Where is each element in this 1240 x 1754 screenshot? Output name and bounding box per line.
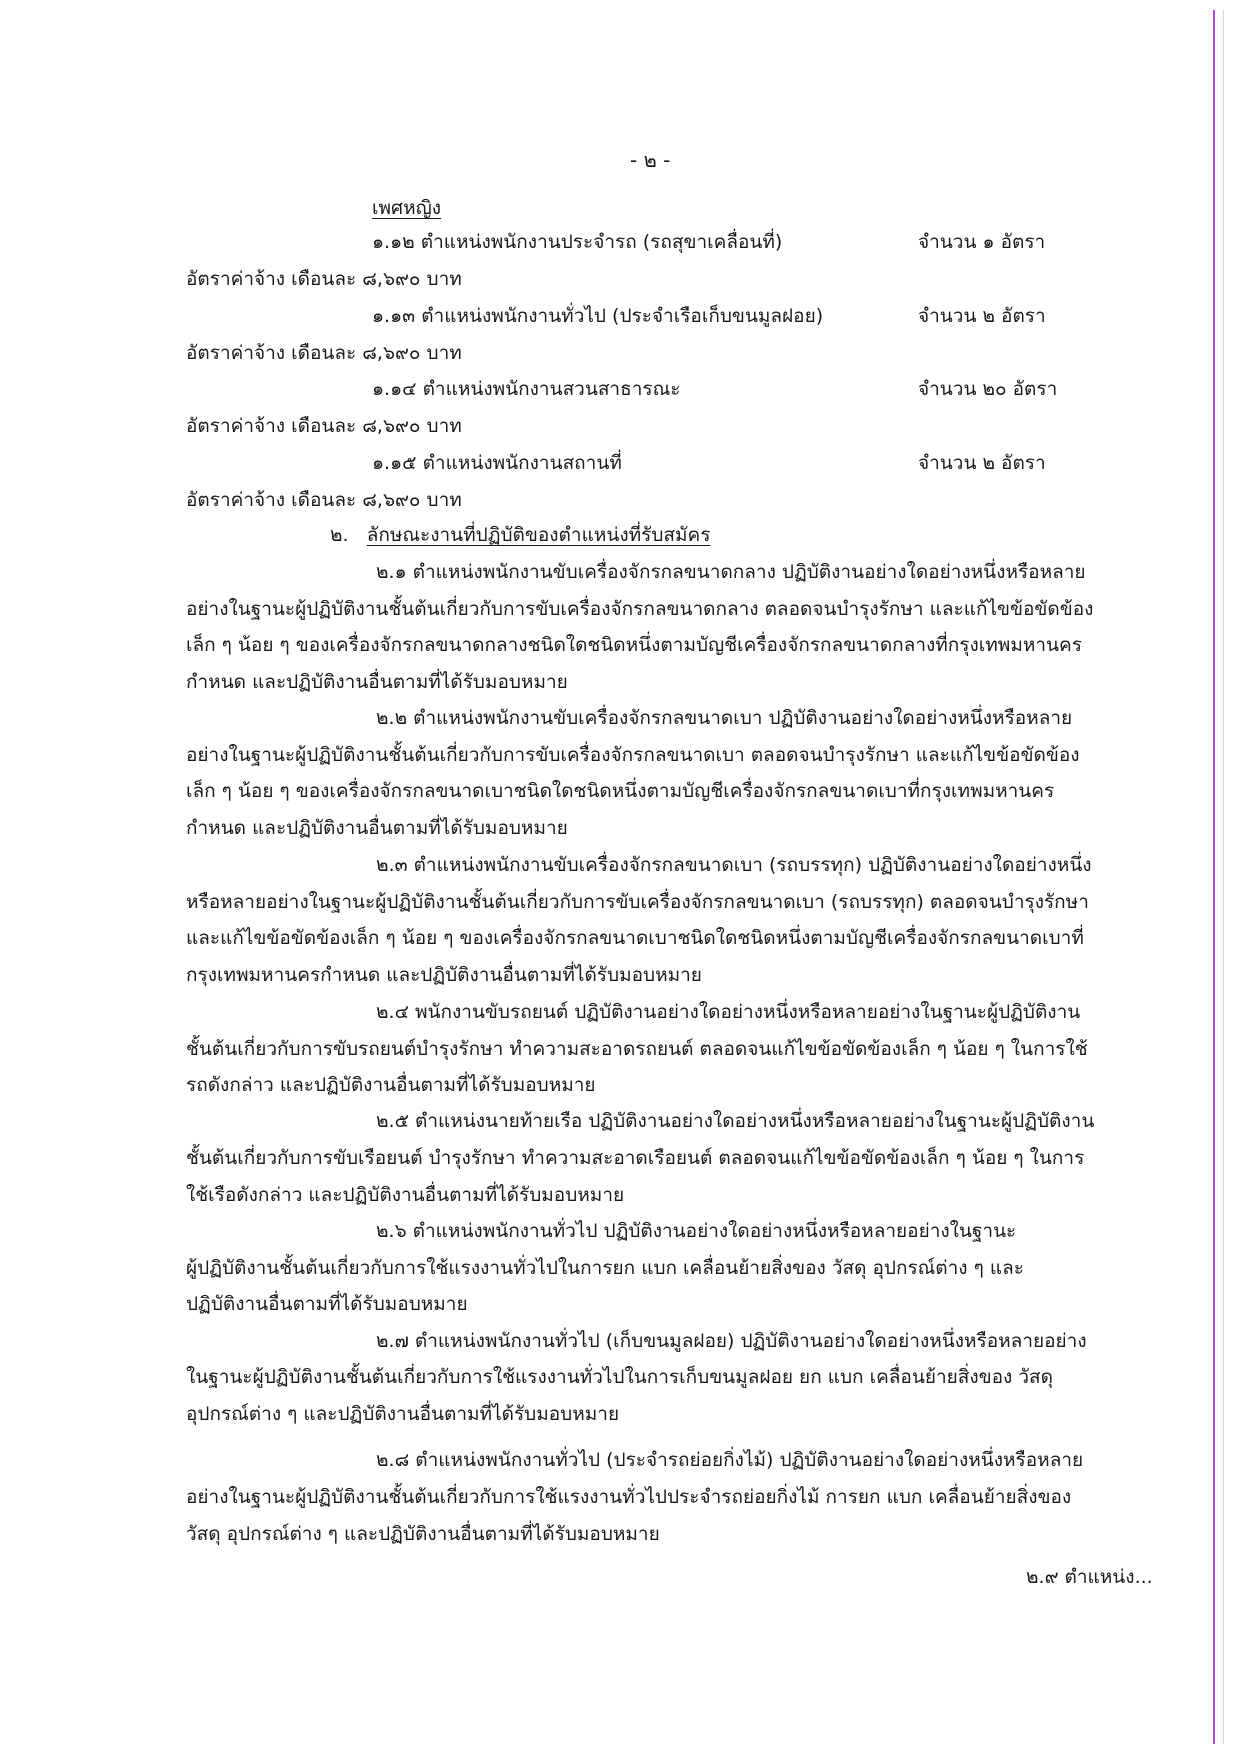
paragraph-line: เล็ก ๆ น้อย ๆ ของเครื่องจักรกลขนาดกลางชนิดใดชนิดหนึ่งตามบัญชีเครื่องจักรกลขนาดกลางที่กรุงเทพมหานคร: [186, 634, 1082, 656]
paragraph-line: กำหนด และปฏิบัติงานอื่นตามที่ได้รับมอบหมาย: [186, 671, 568, 693]
section-number: ๒.: [330, 524, 349, 546]
paragraph-line: ใช้เรือดังกล่าว และปฏิบัติงานอื่นตามที่ได้รับมอบหมาย: [186, 1184, 625, 1206]
paragraph-line: ชั้นต้นเกี่ยวกับการขับเรือยนต์ บำรุงรักษา ทำความสะอาดเรือยนต์ ตลอดจนแก้ไขข้อขัดข้องเล็ก ๆ น้อย ๆ ในการ: [186, 1147, 1085, 1169]
paragraph-line: ๒.๘ ตำแหน่งพนักงานทั่วไป (ประจำรถย่อยกิ่งไม้) ปฏิบัติงานอย่างใดอย่างหนึ่งหรือหลาย: [376, 1449, 1084, 1471]
continuation-marker: ๒.๙ ตำแหน่ง...: [1026, 1566, 1153, 1588]
paragraph-line: ในฐานะผู้ปฏิบัติงานชั้นต้นเกี่ยวกับการใช้แรงงานทั่วไปในการเก็บขนมูลฝอย ยก แบก เคลื่อนย้ายสิ่งของ วัสดุ: [186, 1366, 1053, 1388]
position-wage-rate: อัตราค่าจ้าง เดือนละ ๘,๖๙๐ บาท: [186, 268, 462, 290]
paragraph-line: วัสดุ อุปกรณ์ต่าง ๆ และปฏิบัติงานอื่นตามที่ได้รับมอบหมาย: [186, 1523, 660, 1545]
paragraph-line: ๒.๖ ตำแหน่งพนักงานทั่วไป ปฏิบัติงานอย่างใดอย่างหนึ่งหรือหลายอย่างในฐานะ: [376, 1220, 1017, 1242]
paragraph-line: ผู้ปฏิบัติงานชั้นต้นเกี่ยวกับการใช้แรงงานทั่วไปในการยก แบก เคลื่อนย้ายสิ่งของ วัสดุ อุปกรณ์ต่าง ๆ และ: [186, 1257, 1024, 1279]
paragraph-line: ๒.๒ ตำแหน่งพนักงานขับเครื่องจักรกลขนาดเบา ปฏิบัติงานอย่างใดอย่างหนึ่งหรือหลาย: [376, 707, 1073, 729]
paragraph-line: เล็ก ๆ น้อย ๆ ของเครื่องจักรกลขนาดเบาชนิดใดชนิดหนึ่งตามบัญชีเครื่องจักรกลขนาดเบาที่กรุงเทพมหานคร: [186, 780, 1055, 802]
paragraph-line: รถดังกล่าว และปฏิบัติงานอื่นตามที่ได้รับมอบหมาย: [186, 1074, 596, 1096]
page-number: - ๒ -: [630, 148, 671, 172]
position-wage-rate: อัตราค่าจ้าง เดือนละ ๘,๖๙๐ บาท: [186, 415, 462, 437]
section-title: ลักษณะงานที่ปฏิบัติของตำแหน่งที่รับสมัคร: [366, 524, 711, 546]
paragraph-line: อย่างในฐานะผู้ปฏิบัติงานชั้นต้นเกี่ยวกับการใช้แรงงานทั่วไปประจำรถย่อยกิ่งไม้ การยก แบก เคลื่อนย้ายสิ่งของ: [186, 1486, 1072, 1508]
paragraph-line: ปฏิบัติงานอื่นตามที่ได้รับมอบหมาย: [186, 1293, 468, 1315]
paragraph-line: ๒.๗ ตำแหน่งพนักงานทั่วไป (เก็บขนมูลฝอย) ปฏิบัติงานอย่างใดอย่างหนึ่งหรือหลายอย่าง: [376, 1330, 1087, 1352]
paragraph-line: อย่างในฐานะผู้ปฏิบัติงานชั้นต้นเกี่ยวกับการขับเครื่องจักรกลขนาดกลาง ตลอดจนบำรุงรักษา และแก้ไขข้อขัดข้อง: [186, 598, 1094, 620]
section-2-heading: [330, 520, 710, 550]
position-title: ๑.๑๔ ตำแหน่งพนักงานสวนสาธารณะ: [372, 378, 681, 400]
position-wage-rate: อัตราค่าจ้าง เดือนละ ๘,๖๙๐ บาท: [186, 489, 462, 511]
position-count: จำนวน ๒ อัตรา: [918, 305, 1046, 327]
heading-female: เพศหญิง: [372, 197, 442, 219]
scan-edge-line-faint: [1223, 10, 1224, 1744]
scan-edge-line: [1213, 10, 1215, 1744]
paragraph-line: ๒.๕ ตำแหน่งนายท้ายเรือ ปฏิบัติงานอย่างใดอย่างหนึ่งหรือหลายอย่างในฐานะผู้ปฏิบัติงาน: [376, 1110, 1095, 1132]
paragraph-line: อุปกรณ์ต่าง ๆ และปฏิบัติงานอื่นตามที่ได้รับมอบหมาย: [186, 1403, 620, 1425]
paragraph-line: อย่างในฐานะผู้ปฏิบัติงานชั้นต้นเกี่ยวกับการขับเครื่องจักรกลขนาดเบา ตลอดจนบำรุงรักษา และแก้ไขข้อขัดข้อง: [186, 744, 1080, 766]
position-count: จำนวน ๒ อัตรา: [918, 452, 1046, 474]
paragraph-line: ๒.๑ ตำแหน่งพนักงานขับเครื่องจักรกลขนาดกลาง ปฏิบัติงานอย่างใดอย่างหนึ่งหรือหลาย: [376, 561, 1086, 583]
paragraph-line: ๒.๔ พนักงานขับรถยนต์ ปฏิบัติงานอย่างใดอย่างหนึ่งหรือหลายอย่างในฐานะผู้ปฏิบัติงาน: [376, 1001, 1081, 1023]
paragraph-line: ๒.๓ ตำแหน่งพนักงานขับเครื่องจักรกลขนาดเบา (รถบรรทุก) ปฏิบัติงานอย่างใดอย่างหนึ่ง: [376, 854, 1092, 876]
position-title: ๑.๑๓ ตำแหน่งพนักงานทั่วไป (ประจำเรือเก็บขนมูลฝอย): [372, 305, 824, 327]
position-count: จำนวน ๑ อัตรา: [918, 231, 1046, 253]
paragraph-line: กำหนด และปฏิบัติงานอื่นตามที่ได้รับมอบหมาย: [186, 817, 568, 839]
position-wage-rate: อัตราค่าจ้าง เดือนละ ๘,๖๙๐ บาท: [186, 342, 462, 364]
position-title: ๑.๑๒ ตำแหน่งพนักงานประจำรถ (รถสุขาเคลื่อนที่): [372, 231, 783, 253]
paragraph-line: และแก้ไขข้อขัดข้องเล็ก ๆ น้อย ๆ ของเครื่องจักรกลขนาดเบาชนิดใดชนิดหนึ่งตามบัญชีเครื่องจักรกลขนาดเบาที่: [186, 927, 1084, 949]
position-count: จำนวน ๒๐ อัตรา: [918, 378, 1058, 400]
paragraph-line: หรือหลายอย่างในฐานะผู้ปฏิบัติงานชั้นต้นเกี่ยวกับการขับเครื่องจักรกลขนาดเบา (รถบรรทุก) ตลอดจนบำรุงรักษา: [186, 891, 1089, 913]
paragraph-line: กรุงเทพมหานครกำหนด และปฏิบัติงานอื่นตามที่ได้รับมอบหมาย: [186, 964, 702, 986]
position-title: ๑.๑๕ ตำแหน่งพนักงานสถานที่: [372, 452, 622, 474]
paragraph-line: ชั้นต้นเกี่ยวกับการขับรถยนต์บำรุงรักษา ทำความสะอาดรถยนต์ ตลอดจนแก้ไขข้อขัดข้องเล็ก ๆ น้อย ๆ ในการใช้: [186, 1038, 1088, 1060]
